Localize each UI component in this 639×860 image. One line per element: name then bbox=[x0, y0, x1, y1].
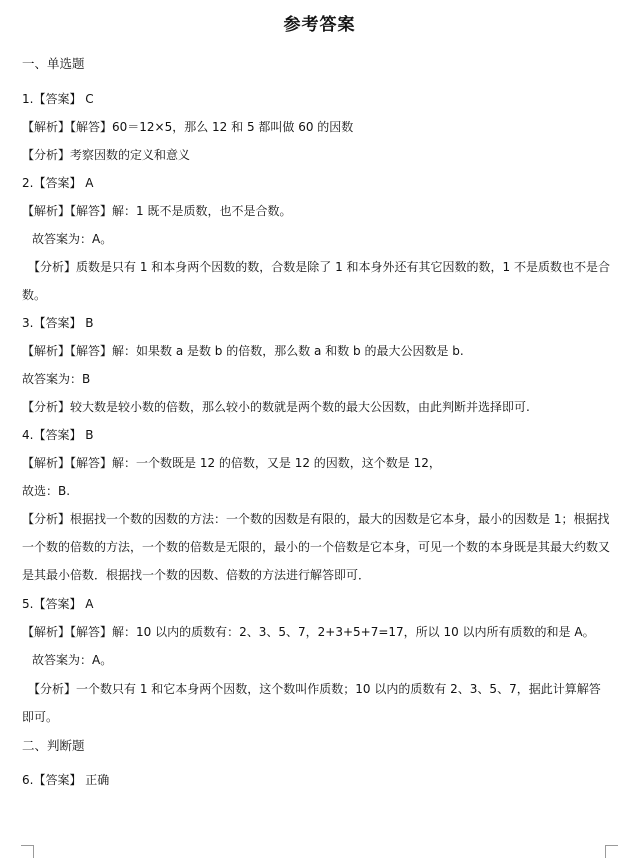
q4-analysis: 【解析】【解答】解：一个数既是 12 的倍数，又是 12 的因数，这个数是 12， bbox=[22, 456, 441, 470]
q3-analysis: 【解析】【解答】解：如果数 a 是数 b 的倍数，那么数 a 和数 b 的最大公因数是 b. bbox=[22, 344, 464, 358]
q4-answer: 4.【答案】 B bbox=[22, 428, 94, 442]
q5-conclusion: 故答案为：A。 bbox=[32, 653, 113, 667]
q2-answer: 2.【答案】 A bbox=[22, 176, 94, 190]
q5-answer: 5.【答案】 A bbox=[22, 597, 94, 611]
q2-conclusion: 故答案为：A。 bbox=[32, 232, 113, 246]
q2-explanation: 【分析】质数是只有 1 和本身两个因数的数，合数是除了 1 和本身外还有其它因数的数，1 不是质数也不是合数。 bbox=[22, 260, 610, 302]
page-corner-mark-left bbox=[21, 845, 34, 858]
section-heading-single-choice: 一、单选题 bbox=[22, 56, 85, 71]
q5-explanation: 【分析】一个数只有 1 和它本身两个因数，这个数叫作质数；10 以内的质数有 2、3、5、7，据此计算解答即可。 bbox=[22, 682, 601, 724]
q3-answer: 3.【答案】 B bbox=[22, 316, 94, 330]
q1-answer: 1.【答案】 C bbox=[22, 92, 94, 106]
section-heading-true-false: 二、判断题 bbox=[22, 738, 85, 753]
q4-explanation: 【分析】根据找一个数的因数的方法：一个数的因数是有限的，最大的因数是它本身，最小的因数是 1；根据找一个数的倍数的方法，一个数的倍数是无限的，最小的一个倍数是它本身，可见一个数的本身既是其最大约数又是其最小倍数．根据找一个数的因数、倍数的方法进行解答即可． bbox=[22, 512, 611, 582]
q1-explanation: 【分析】考察因数的定义和意义 bbox=[22, 148, 191, 162]
q3-explanation: 【分析】较大数是较小数的倍数，那么较小的数就是两个数的最大公因数，由此判断并选择即可. bbox=[22, 400, 530, 414]
page-title: 参考答案 bbox=[283, 15, 356, 35]
q6-answer: 6.【答案】 正确 bbox=[22, 773, 110, 787]
q5-analysis: 【解析】【解答】解：10 以内的质数有：2、3、5、7，2+3+5+7=17，所以 10 以内所有质数的和是 A。 bbox=[22, 625, 595, 639]
page-corner-mark-right bbox=[605, 845, 618, 858]
q2-analysis: 【解析】【解答】解：1 既不是质数，也不是合数。 bbox=[22, 204, 292, 218]
q3-conclusion: 故答案为：B bbox=[22, 372, 91, 386]
q1-analysis: 【解析】【解答】60＝12×5，那么 12 和 5 都叫做 60 的因数 bbox=[22, 120, 354, 134]
q4-conclusion: 故选：B. bbox=[22, 484, 71, 498]
